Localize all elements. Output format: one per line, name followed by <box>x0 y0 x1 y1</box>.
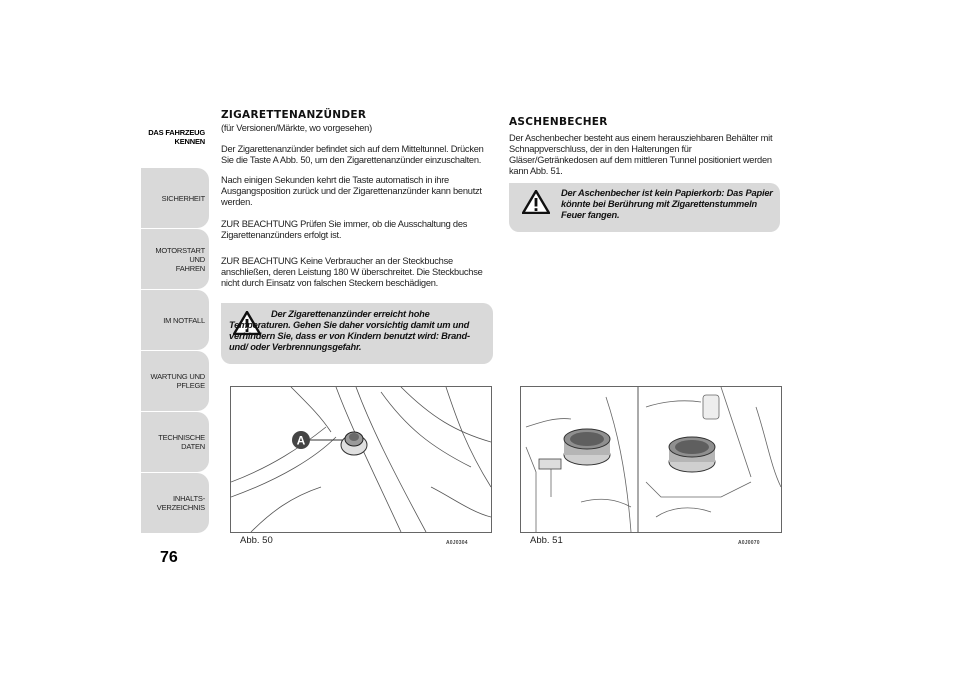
figure-51-caption: Abb. 51 <box>530 535 563 546</box>
tab-inhaltsverzeichnis[interactable]: INHALTS- VERZEICHNIS <box>141 473 209 533</box>
warning-box-lighter <box>221 303 493 364</box>
warning-triangle-icon <box>522 190 550 214</box>
figure-50-code: A0J0304 <box>446 540 468 546</box>
warning-text-ashtray: Der Aschenbecher ist kein Papierkorb: Das Papier könnte bei Berührung mit Zigarettenstummeln Feuer fangen. <box>561 188 773 220</box>
figure-50-lighter <box>230 386 492 533</box>
chapter-sidebar <box>141 107 209 534</box>
paragraph-location: Der Zigarettenanzünder befindet sich auf dem Mitteltunnel. Drücken Sie die Taste A Abb. 50, um den Zigarettenanzünder einzuschalten. <box>221 144 484 165</box>
figure-51-code: A0J0070 <box>738 540 760 546</box>
tab-das-fahrzeug-kennen[interactable]: DAS FAHRZEUG KENNEN <box>141 107 209 167</box>
callout-a-label: A <box>296 433 306 448</box>
warning-text-lighter: Der Zigarettenanzünder erreicht hohe Temperaturen. Gehen Sie daher vorsichtig damit um und verhindern Sie, dass er von Kindern benutzt wird: Brand- und/ oder Verbrennungsgefahr. <box>229 309 470 352</box>
tab-im-notfall[interactable]: IM NOTFALL <box>141 290 209 350</box>
tab-motorstart-und-fahren[interactable]: MOTORSTART UND FAHREN <box>141 229 209 289</box>
paragraph-note-1: ZUR BEACHTUNG Prüfen Sie immer, ob die Ausschaltung des Zigarettenanzünders erfolgt ist. <box>221 219 468 240</box>
availability-note: (für Versionen/Märkte, wo vorgesehen) <box>221 123 372 133</box>
lighter-illustration <box>231 387 491 532</box>
paragraph-ashtray: Der Aschenbecher besteht aus einem herausziehbaren Behälter mit Schnappverschluss, der in den Halterungen für Gläser/Getränkedosen auf dem mittleren Tunnel positioniert werden kann Abb. 51. <box>509 133 773 176</box>
section-heading-aschenbecher: ASCHENBECHER <box>509 116 608 128</box>
section-heading-zigarettenanzuender: ZIGARETTENANZÜNDER <box>221 109 367 121</box>
page-number: 76 <box>160 549 178 566</box>
tab-technische-daten[interactable]: TECHNISCHE DATEN <box>141 412 209 472</box>
ashtray-illustration <box>521 387 781 532</box>
tab-wartung-und-pflege[interactable]: WARTUNG UND PFLEGE <box>141 351 209 411</box>
tab-sicherheit[interactable]: SICHERHEIT <box>141 168 209 228</box>
figure-50-caption: Abb. 50 <box>240 535 273 546</box>
warning-box-ashtray <box>509 183 780 232</box>
paragraph-note-2: ZUR BEACHTUNG Keine Verbraucher an der Steckbuchse anschließen, deren Leistung 180 W überschreitet. Die Steckbuchse nicht durch Einsatz von falschen Steckern beschädigen. <box>221 256 483 288</box>
figure-51-ashtray <box>520 386 782 533</box>
paragraph-return: Nach einigen Sekunden kehrt die Taste automatisch in ihre Ausgangsposition zurück und der Zigarettenanzünder kann benutzt werden. <box>221 175 482 207</box>
